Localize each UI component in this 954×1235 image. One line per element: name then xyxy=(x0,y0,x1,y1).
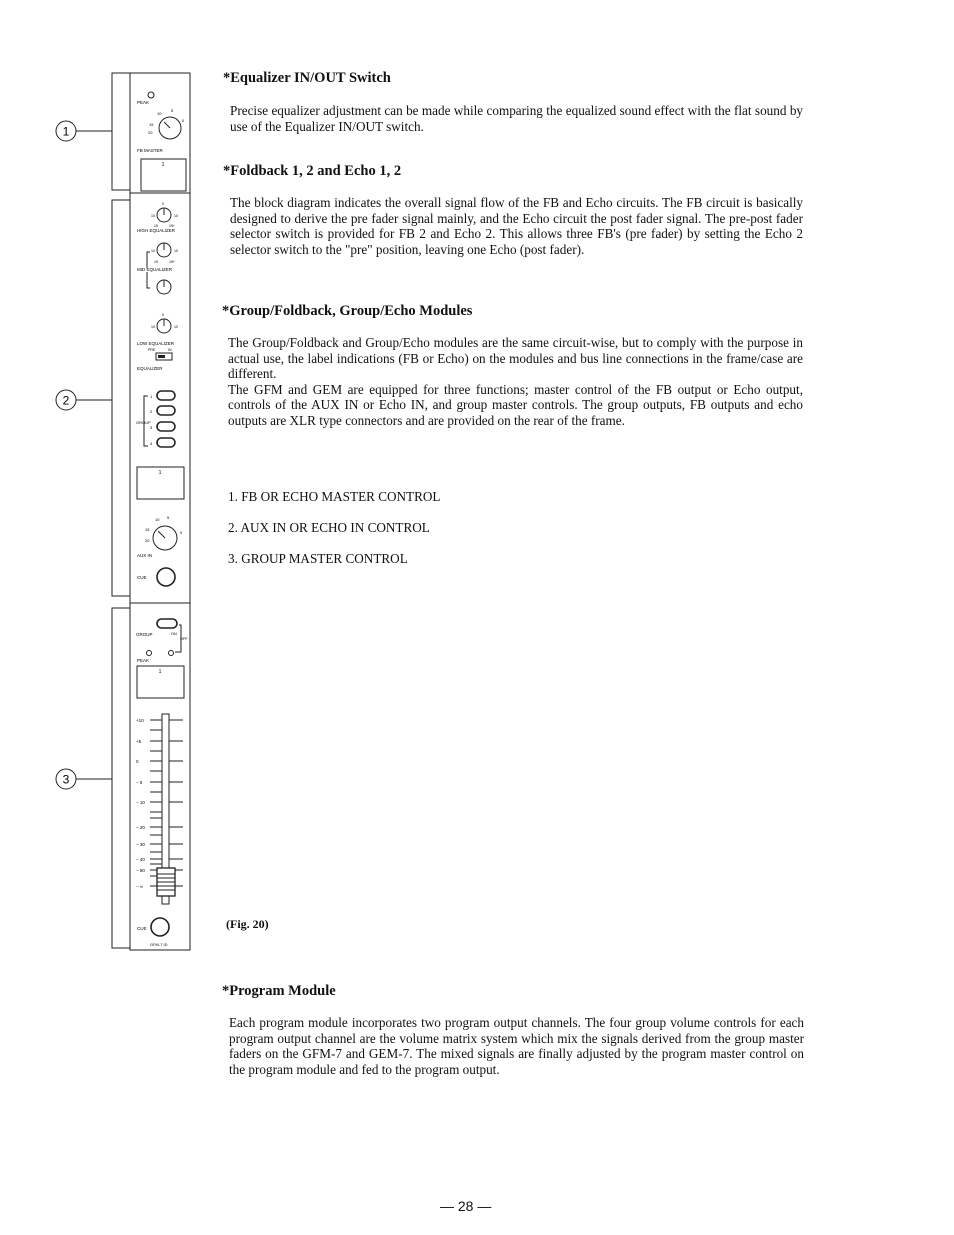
low-eq-label: LOW EQUALIZER xyxy=(137,341,175,346)
fader-scale-label: − 5 xyxy=(136,780,143,785)
svg-text:10: 10 xyxy=(174,325,178,329)
svg-text:20: 20 xyxy=(145,538,150,543)
mid-eq-freq-knob xyxy=(157,280,171,294)
svg-text:2: 2 xyxy=(62,393,70,408)
svg-text:1: 1 xyxy=(161,162,165,168)
svg-text:5: 5 xyxy=(171,108,174,113)
svg-text:1: 1 xyxy=(62,124,70,139)
bracket-2 xyxy=(112,200,130,596)
svg-text:15: 15 xyxy=(154,260,158,264)
fader-scale-label: 0 xyxy=(136,759,139,764)
peak-led-icon-2 xyxy=(147,651,152,656)
high-eq-knob xyxy=(151,202,178,228)
aux-in-knob xyxy=(145,515,183,550)
program-module-body: Each program module incorporates two program output channels. The four group volume controls for each program output channel are the volume matrix system which mix the signals derived from the group master faders on the GFM-7 and GEM-7. The mixed signals are finally adjusted by the program master control on the program module and fed to the program output. xyxy=(229,1015,804,1077)
callout-3 xyxy=(56,769,76,789)
svg-text:10: 10 xyxy=(174,249,178,253)
channel-scribble-strip-2 xyxy=(137,467,184,499)
equalizer-label: EQUALIZER xyxy=(137,366,163,371)
svg-text:0: 0 xyxy=(180,530,183,535)
fader-scale-label: − 40 xyxy=(136,857,145,862)
svg-text:15+: 15+ xyxy=(169,224,175,228)
function-item-3: 3. GROUP MASTER CONTROL xyxy=(228,551,408,566)
module-id-label: GFM-7 ID xyxy=(150,942,168,947)
svg-text:10: 10 xyxy=(151,249,155,253)
on-led-icon xyxy=(169,651,174,656)
aux-in-label: AUX IN xyxy=(137,553,153,558)
cue-button-1[interactable] xyxy=(157,568,175,586)
peak-label: PEAK xyxy=(137,100,150,105)
svg-text:3: 3 xyxy=(150,425,153,430)
svg-text:10: 10 xyxy=(174,214,178,218)
fader-scale-label: − 30 xyxy=(136,842,145,847)
svg-text:4: 4 xyxy=(150,441,153,446)
mid-eq-label: MID EQUALIZER xyxy=(137,267,173,272)
svg-text:0: 0 xyxy=(162,313,164,317)
group-master-fader xyxy=(136,714,183,904)
svg-text:1: 1 xyxy=(158,470,162,476)
svg-text:15: 15 xyxy=(145,527,150,532)
group-button-2[interactable] xyxy=(157,406,175,415)
svg-text:10: 10 xyxy=(155,517,160,522)
group-on-switch[interactable] xyxy=(157,619,177,628)
foldback-body: The block diagram indicates the overall signal flow of the FB and Echo circuits. The FB circuit is basically designed to derive the pre fader signal mainly, and the Echo circuit the post fader signal. The pre-post fader selector switch is provided for FB 2 and Echo 2. This allows three FB's (pre fader) by setting the Echo 2 selector switch to the "pre" position, leaving one Echo (post fader). xyxy=(230,195,803,257)
foldback-heading: *Foldback 1, 2 and Echo 1, 2 xyxy=(223,163,402,179)
off-label: OFF xyxy=(180,637,188,641)
svg-text:15: 15 xyxy=(149,122,154,127)
function-item-2: 2. AUX IN OR ECHO IN CONTROL xyxy=(228,520,430,535)
svg-text:20: 20 xyxy=(148,130,153,135)
fader-scale-label: +5 xyxy=(136,739,142,744)
peak-led-icon xyxy=(148,92,154,98)
svg-text:1: 1 xyxy=(150,394,153,399)
bracket-1 xyxy=(112,73,130,190)
eq-switch-body: Precise equalizer adjustment can be made while comparing the equalized sound effect with the flat sound by use of the Equalizer IN/OUT switch. xyxy=(230,103,803,134)
svg-text:0: 0 xyxy=(182,118,185,123)
channel-scribble-strip-1 xyxy=(141,159,186,191)
group-button-1[interactable] xyxy=(157,391,175,400)
fb-master-label: FB MASTER xyxy=(137,148,163,153)
callout-2 xyxy=(56,390,76,410)
cue-label-1: CUE xyxy=(137,575,147,580)
group-button-3[interactable] xyxy=(157,422,175,431)
low-eq-knob xyxy=(151,313,178,333)
high-eq-label: HIGH EQUALIZER xyxy=(137,228,176,233)
function-item-1: 1. FB OR ECHO MASTER CONTROL xyxy=(228,489,441,504)
svg-text:3: 3 xyxy=(62,772,70,787)
svg-text:2: 2 xyxy=(150,409,153,414)
group-button-4[interactable] xyxy=(157,438,175,447)
svg-text:5: 5 xyxy=(167,515,170,520)
peak-label-2: PEAK xyxy=(137,658,150,663)
svg-text:15+: 15+ xyxy=(169,260,175,264)
group-label-2: GROUP xyxy=(136,632,153,637)
program-module-heading: *Program Module xyxy=(222,983,336,999)
svg-text:0: 0 xyxy=(162,202,164,206)
svg-text:15: 15 xyxy=(154,224,158,228)
figure-caption: (Fig. 20) xyxy=(226,917,269,931)
svg-text:10: 10 xyxy=(151,214,155,218)
fader-scale-label: − ∞ xyxy=(136,884,144,889)
cue-button-2[interactable] xyxy=(151,918,169,936)
pre-label: PRE xyxy=(148,348,156,352)
in-label: IN xyxy=(168,348,172,352)
on-label: ON xyxy=(171,632,177,636)
svg-text:10: 10 xyxy=(157,111,162,116)
group-modules-body xyxy=(228,335,803,429)
group-label: GROUP xyxy=(136,420,151,425)
group-assign-buttons xyxy=(144,391,175,447)
group-modules-body-2: The GFM and GEM are equipped for three functions; master control of the FB output or Echo output, controls of the AUX IN or Echo IN, and group master controls. The group outputs, FB outputs and echo outputs are XLR type connectors and are provided on the rear of the frame. xyxy=(228,381,803,428)
fb-master-knob xyxy=(148,108,185,139)
mid-eq-knob xyxy=(151,243,178,264)
cue-label-2: CUE xyxy=(137,926,147,931)
fader-scale-label: − 50 xyxy=(136,868,145,873)
svg-text:1: 1 xyxy=(158,669,162,675)
group-modules-heading: *Group/Foldback, Group/Echo Modules xyxy=(222,303,473,319)
svg-text:10: 10 xyxy=(151,325,155,329)
fader-scale-label: +10 xyxy=(136,718,144,723)
group-modules-body-1: The Group/Foldback and Group/Echo modules are the same circuit-wise, but to comply with the purpose in actual use, the label indications (FB or Echo) on the modules and bus line connections in the frame/case are different. xyxy=(228,335,803,382)
module-panel-figure xyxy=(0,0,215,960)
bracket-3 xyxy=(112,608,130,948)
callout-1 xyxy=(56,121,76,141)
fader-scale-label: − 10 xyxy=(136,800,145,805)
page-number: — 28 — xyxy=(440,1198,492,1214)
channel-scribble-strip-3 xyxy=(137,666,184,698)
fader-scale-label: − 20 xyxy=(136,825,145,830)
eq-switch-heading: *Equalizer IN/OUT Switch xyxy=(223,70,391,86)
